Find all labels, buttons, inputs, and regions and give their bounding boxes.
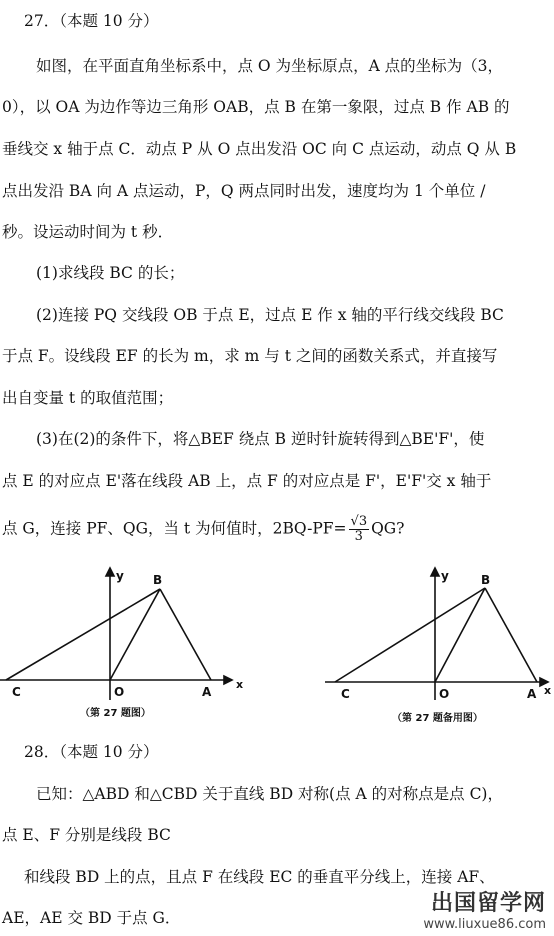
question-1: (1)求线段 BC 的长； bbox=[36, 264, 185, 282]
question-3-text-before: 点 G，连接 PF、QG，当 t 为何值时，2BQ-PF= bbox=[2, 519, 347, 538]
label-x: x bbox=[544, 684, 552, 697]
fraction-denominator: 3 bbox=[354, 529, 363, 544]
problem27-line-3: 垂线交 x 轴于点 C．动点 P 从 O 点出发沿 OC 向 C 点运动，动点 Q 从 B bbox=[2, 140, 517, 158]
label-A: A bbox=[202, 685, 212, 699]
figure-27-main bbox=[0, 562, 250, 702]
problem28-line-2: 点 E、F 分别是线段 BC bbox=[2, 826, 171, 844]
label-C: C bbox=[341, 687, 350, 701]
question-3-line-3 bbox=[0, 515, 554, 544]
problem28-line-4: AE，AE 交 BD 于点 G． bbox=[2, 909, 181, 927]
x-axis-arrow-icon bbox=[224, 676, 232, 684]
segment-OB bbox=[110, 589, 160, 680]
watermark-url: www.liuxue86.com bbox=[423, 917, 546, 932]
question-2-line-2: 于点 F。设线段 EF 的长为 m，求 m 与 t 之间的函数关系式，并直接写 bbox=[2, 347, 498, 365]
y-axis-arrow-icon bbox=[106, 568, 114, 576]
problem28-header: 28．（本题 10 分） bbox=[24, 743, 159, 761]
label-x: x bbox=[236, 678, 244, 691]
question-2-line-1: (2)连接 PQ 交线段 OB 于点 E，过点 E 作 x 轴的平行线交线段 BC bbox=[36, 306, 504, 324]
label-y: y bbox=[116, 569, 124, 583]
question-3-line-1: (3)在(2)的条件下，将△BEF 绕点 B 逆时针旋转得到△BE'F'，使 bbox=[36, 430, 485, 448]
question-3-text-after: QG? bbox=[371, 519, 405, 538]
segment-CB bbox=[335, 588, 485, 682]
fraction-sqrt3-over-3 bbox=[349, 515, 370, 544]
problem27-line-2: 0），以 OA 为边作等边三角形 OAB，点 B 在第一象限，过点 B 作 AB 的 bbox=[2, 98, 510, 116]
problem27-header: 27．（本题 10 分） bbox=[24, 12, 159, 30]
label-B: B bbox=[481, 573, 491, 587]
figure-27-caption: （第 27 题图） bbox=[80, 708, 151, 719]
problem27-line-4: 点出发沿 BA 向 A 点运动，P，Q 两点同时出发，速度均为 1 个单位 / bbox=[2, 182, 486, 200]
watermark bbox=[423, 886, 546, 932]
label-O: O bbox=[114, 685, 125, 699]
question-3-line-2: 点 E 的对应点 E'落在线段 AB 上，点 F 的对应点是 F'，E'F'交 x 轴于 bbox=[2, 472, 492, 490]
label-O: O bbox=[439, 687, 450, 701]
problem27-line-1: 如图，在平面直角坐标系中，点 O 为坐标原点，A 点的坐标为（3， bbox=[36, 57, 504, 75]
figure-27-backup bbox=[325, 562, 554, 702]
problem28-line-1: 已知：△ABD 和△CBD 关于直线 BD 对称(点 A 的对称点是点 C)， bbox=[36, 785, 503, 803]
label-y: y bbox=[441, 569, 449, 583]
question-2-line-3: 出自变量 t 的取值范围； bbox=[2, 389, 174, 407]
segment-BA bbox=[485, 588, 537, 682]
y-axis-arrow-icon bbox=[431, 568, 439, 576]
watermark-title: 出国留学网 bbox=[430, 891, 546, 916]
label-C: C bbox=[12, 685, 21, 699]
problem28-line-3: 和线段 BD 上的点，且点 F 在线段 EC 的垂直平分线上，连接 AF、 bbox=[24, 868, 495, 886]
fraction-numerator: √3 bbox=[350, 514, 368, 529]
label-A: A bbox=[527, 687, 537, 701]
segment-CB bbox=[6, 589, 160, 680]
figure-27-backup-caption: （第 27 题备用图） bbox=[392, 713, 483, 724]
segment-OB bbox=[435, 588, 485, 682]
label-B: B bbox=[153, 573, 163, 587]
problem27-line-5: 秒。设运动时间为 t 秒． bbox=[2, 223, 174, 241]
segment-BA bbox=[160, 589, 211, 680]
